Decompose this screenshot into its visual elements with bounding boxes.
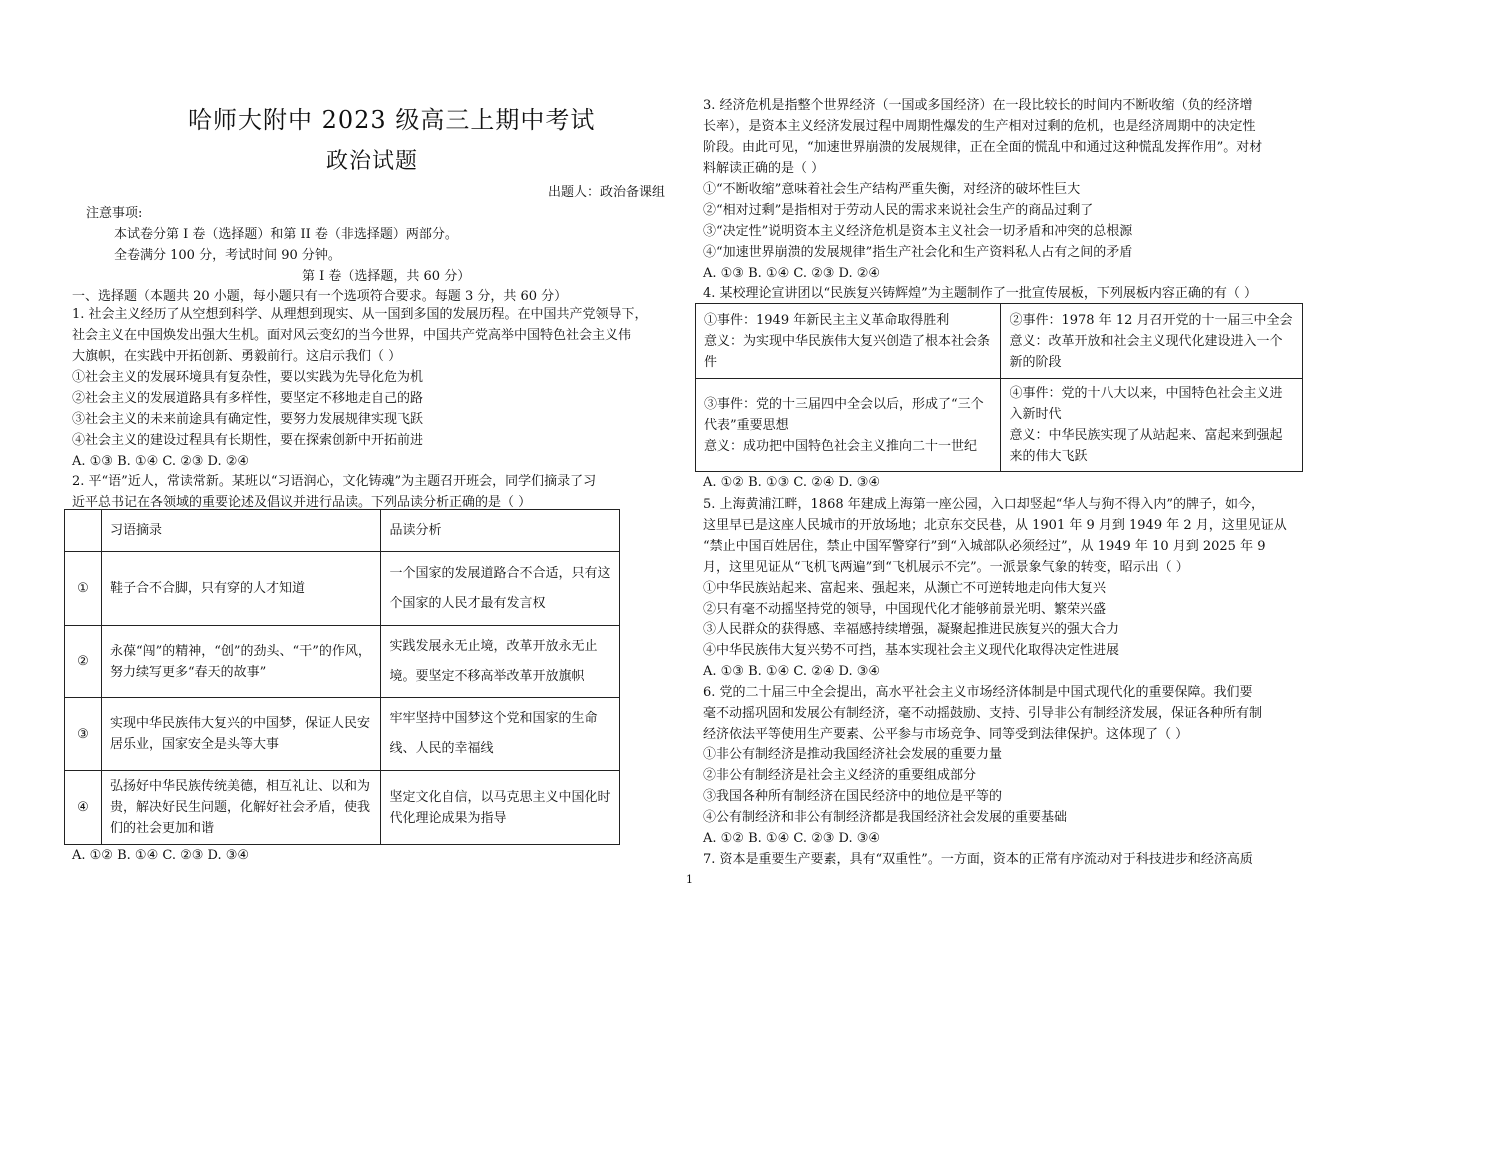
row-number: ② bbox=[65, 626, 102, 698]
page-number: 1 bbox=[686, 873, 693, 886]
board-event: ③事件：党的十三届四中全会以后，形成了“三个代表”重要思想 bbox=[704, 396, 984, 433]
q3-option: ④“加速世界崩溃的发展规律”指生产社会化和生产资料私人占有之间的矛盾 bbox=[703, 245, 1133, 260]
q2-table bbox=[64, 509, 620, 845]
q3-option: ①“不断收缩”意味着社会生产结构严重失衡，对经济的破坏性巨大 bbox=[703, 182, 1081, 197]
quote-cell: 鞋子合不合脚，只有穿的人才知道 bbox=[101, 552, 381, 626]
q4-stem: 4. 某校理论宣讲团以“民族复兴铸辉煌”为主题制作了一批宣传展板，下列展板内容正确的有（ ） bbox=[703, 286, 1257, 301]
analysis-cell: 一个国家的发展道路合不合适，只有这个国家的人民才最有发言权 bbox=[381, 552, 620, 626]
board-significance: 意义：为实现中华民族伟大复兴创造了根本社会条件 bbox=[704, 333, 991, 370]
table-row bbox=[696, 379, 1303, 472]
exam-author: 出题人：政治备课组 bbox=[548, 185, 666, 200]
row-number: ③ bbox=[65, 698, 102, 771]
row-number: ① bbox=[65, 552, 102, 626]
q5-stem-line: “禁止中国百姓居住，禁止中国军警穿行”到“入城部队必须经过”，从 1949 年 10 月到 2025 年 9 bbox=[703, 539, 1266, 554]
table-header-cell bbox=[65, 510, 102, 552]
q1-stem-line: 大旗帜，在实践中开拓创新、勇毅前行。这启示我们（ ） bbox=[72, 349, 402, 364]
board-significance: 意义：改革开放和社会主义现代化建设进入一个新的阶段 bbox=[1009, 333, 1283, 370]
q1-option: ④社会主义的建设过程具有长期性，要在探索创新中开拓前进 bbox=[72, 433, 424, 448]
board-event: ①事件：1949 年新民主主义革命取得胜利 bbox=[704, 312, 950, 328]
q6-stem-line: 6. 党的二十届三中全会提出，高水平社会主义市场经济体制是中国式现代化的重要保障。我们要 bbox=[703, 685, 1253, 700]
display-board-cell bbox=[696, 304, 1001, 379]
q3-option: ②“相对过剩”是指相对于劳动人民的需求来说社会生产的商品过剩了 bbox=[703, 203, 1094, 218]
q5-option: ③人民群众的获得感、幸福感持续增强，凝聚起推进民族复兴的强大合力 bbox=[703, 622, 1120, 637]
q6-option: ②非公有制经济是社会主义经济的重要组成部分 bbox=[703, 768, 977, 783]
q6-option: ④公有制经济和非公有制经济都是我国经济社会发展的重要基础 bbox=[703, 810, 1068, 825]
q1-stem-line: 社会主义在中国焕发出强大生机。面对风云变幻的当今世界，中国共产党高举中国特色社会主义伟 bbox=[72, 328, 632, 343]
q5-answers: A. ①③ B. ①④ C. ②④ D. ③④ bbox=[703, 664, 881, 679]
quote-cell: 弘扬好中华民族传统美德，相互礼让、以和为贵，解决好民生问题，化解好社会矛盾，使我们的社会更加和谐 bbox=[101, 771, 381, 845]
analysis-cell: 牢牢坚持中国梦这个党和国家的生命线、人民的幸福线 bbox=[381, 698, 620, 771]
q6-option: ①非公有制经济是推动我国经济社会发展的重要力量 bbox=[703, 747, 1003, 762]
q3-stem-line: 3. 经济危机是指整个世界经济（一国或多国经济）在一段比较长的时间内不断收缩（负的经济增 bbox=[703, 98, 1253, 113]
q5-stem-line: 这里早已是这座人民城市的开放场地；北京东交民巷，从 1901 年 9 月到 1949 年 2 月，这里见证从 bbox=[703, 518, 1287, 533]
q7-stem-line: 7. 资本是重要生产要素，具有“双重性”。一方面，资本的正常有序流动对于科技进步和经济高质 bbox=[703, 852, 1253, 867]
exam-title: 哈师大附中 2023 级高三上期中考试 bbox=[188, 106, 596, 134]
notice-line-1: 本试卷分第 I 卷（选择题）和第 II 卷（非选择题）两部分。 bbox=[114, 227, 458, 242]
q1-stem-line: 1. 社会主义经历了从空想到科学、从理想到现实、从一国到多国的发展历程。在中国共产党领导下， bbox=[72, 307, 648, 322]
notice-heading: 注意事项: bbox=[86, 206, 143, 221]
q5-option: ②只有毫不动摇坚持党的领导，中国现代化才能够前景光明、繁荣兴盛 bbox=[703, 602, 1107, 617]
q6-stem-line: 经济依法平等使用生产要素、公平参与市场竞争、同等受到法律保护。这体现了（ ） bbox=[703, 727, 1189, 742]
table-header-row bbox=[65, 510, 620, 552]
q2-stem-line: 近平总书记在各领域的重要论述及倡议并进行品读。下列品读分析正确的是（ ） bbox=[72, 495, 532, 510]
q5-option: ①中华民族站起来、富起来、强起来，从濒亡不可逆转地走向伟大复兴 bbox=[703, 581, 1107, 596]
q6-answers: A. ①② B. ①④ C. ②③ D. ③④ bbox=[703, 831, 881, 846]
q3-answers: A. ①③ B. ①④ C. ②③ D. ②④ bbox=[703, 266, 881, 281]
q5-option: ④中华民族伟大复兴势不可挡，基本实现社会主义现代化取得决定性进展 bbox=[703, 643, 1120, 658]
notice-line-2: 全卷满分 100 分，考试时间 90 分钟。 bbox=[114, 248, 341, 263]
quote-cell: 永葆“闯”的精神，“创”的劲头、“干”的作风，努力续写更多“春天的故事” bbox=[101, 626, 381, 698]
q3-stem-line: 料解读正确的是（ ） bbox=[703, 161, 825, 176]
q2-answers: A. ①② B. ①④ C. ②③ D. ③④ bbox=[72, 848, 250, 863]
board-event: ②事件：1978 年 12 月召开党的十一届三中全会 bbox=[1009, 312, 1293, 328]
analysis-cell: 坚定文化自信，以马克思主义中国化时代化理论成果为指导 bbox=[381, 771, 620, 845]
q2-stem-line: 2. 平“语”近人，常读常新。某班以“习语润心，文化铸魂”为主题召开班会，同学们摘录了习 bbox=[72, 474, 597, 489]
table-row bbox=[65, 552, 620, 626]
row-number: ④ bbox=[65, 771, 102, 845]
table-row bbox=[696, 304, 1303, 379]
q3-stem-line: 阶段。由此可见，“加速世界崩溃的发展规律，正在全面的慌乱中和通过这种慌乱发挥作用”。对材 bbox=[703, 140, 1263, 155]
q6-stem-line: 毫不动摇巩固和发展公有制经济，毫不动摇鼓励、支持、引导非公有制经济发展，保证各种所有制 bbox=[703, 706, 1263, 721]
board-event: ④事件：党的十八大以来，中国特色社会主义进入新时代 bbox=[1009, 386, 1283, 422]
table-row bbox=[65, 626, 620, 698]
table-row bbox=[65, 771, 620, 845]
display-board-cell bbox=[1001, 379, 1303, 472]
display-board-cell bbox=[696, 379, 1001, 472]
quote-cell: 实现中华民族伟大复兴的中国梦，保证人民安居乐业，国家安全是头等大事 bbox=[101, 698, 381, 771]
exam-subtitle: 政治试题 bbox=[326, 149, 419, 174]
display-board-cell bbox=[1001, 304, 1303, 379]
q3-stem-line: 长率），是资本主义经济发展过程中周期性爆发的生产相对过剩的危机，也是经济周期中的决定性 bbox=[703, 119, 1256, 134]
analysis-cell: 实践发展永无止境，改革开放永无止境。要坚定不移高举改革开放旗帜 bbox=[381, 626, 620, 698]
q5-stem-line: 月，这里见证从“飞机飞两遍”到“飞机展示不完”。一派景象气象的转变，昭示出（ ） bbox=[703, 560, 1189, 575]
q4-answers: A. ①② B. ①③ C. ②④ D. ③④ bbox=[703, 475, 881, 490]
section-instructions: 一、选择题（本题共 20 小题，每小题只有一个选项符合要求。每题 3 分，共 60 分） bbox=[72, 289, 568, 304]
q5-stem-line: 5. 上海黄浦江畔，1868 年建成上海第一座公园，入口却竖起“华人与狗不得入内”的牌子，如今， bbox=[703, 497, 1265, 512]
q4-table bbox=[695, 303, 1303, 472]
q1-option: ③社会主义的未来前途具有确定性，要努力发展规律实现飞跃 bbox=[72, 412, 424, 427]
table-row bbox=[65, 698, 620, 771]
board-significance: 意义：中华民族实现了从站起来、富起来到强起来的伟大飞跃 bbox=[1009, 428, 1283, 464]
section-title: 第 I 卷（选择题，共 60 分） bbox=[302, 269, 471, 284]
q1-answers: A. ①③ B. ①④ C. ②③ D. ②④ bbox=[72, 454, 250, 469]
q1-option: ②社会主义的发展道路具有多样性，要坚定不移地走自己的路 bbox=[72, 391, 424, 406]
q3-option: ③“决定性”说明资本主义经济危机是资本主义社会一切矛盾和冲突的总根源 bbox=[703, 224, 1133, 239]
table-header-cell: 习语摘录 bbox=[101, 510, 381, 552]
q6-option: ③我国各种所有制经济在国民经济中的地位是平等的 bbox=[703, 789, 1003, 804]
board-significance: 意义：成功把中国特色社会主义推向二十一世纪 bbox=[704, 438, 978, 454]
table-header-cell: 品读分析 bbox=[381, 510, 620, 552]
q1-option: ①社会主义的发展环境具有复杂性，要以实践为先导化危为机 bbox=[72, 370, 424, 385]
